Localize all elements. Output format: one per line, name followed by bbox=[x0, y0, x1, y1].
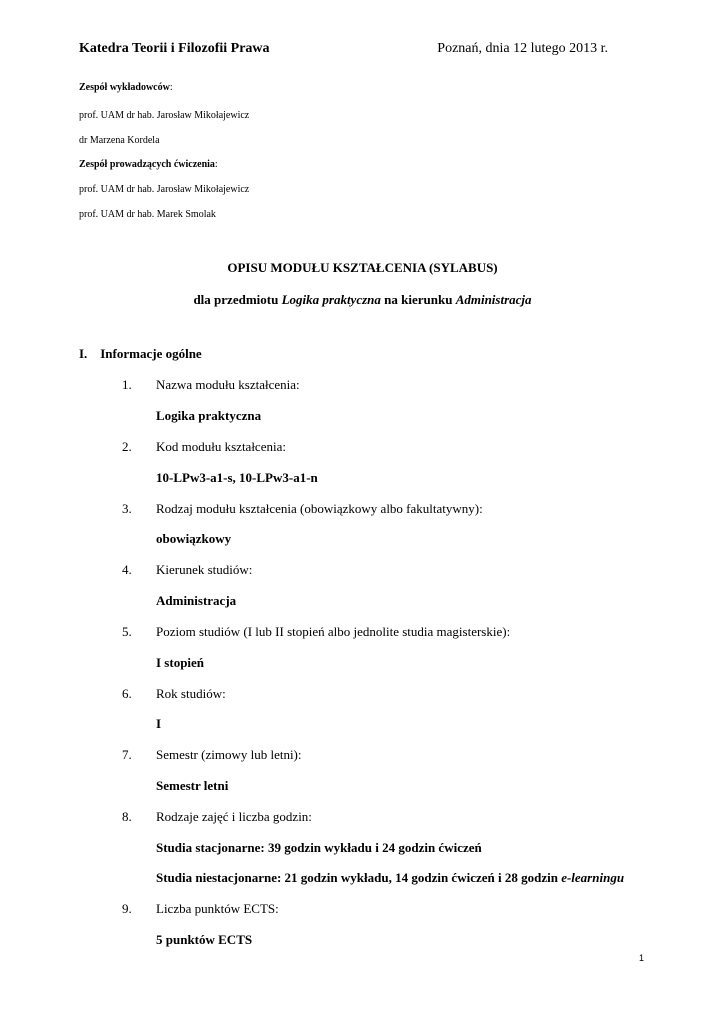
item-answer: 5 punktów ECTS bbox=[156, 932, 253, 947]
department-name: Katedra Teorii i Filozofii Prawa bbox=[79, 41, 270, 56]
item-number: 8. bbox=[122, 809, 132, 824]
item-question: Poziom studiów (I lub II stopień albo jednolite studia magisterskie): bbox=[156, 624, 511, 639]
item-answer: Administracja bbox=[156, 593, 237, 608]
item-number: 2. bbox=[122, 439, 132, 454]
lecturers-label: Zespół wykładowców bbox=[79, 82, 170, 93]
item-answer: obowiązkowy bbox=[156, 531, 232, 546]
item-answer: 10-LPw3-a1-s, 10-LPw3-a1-n bbox=[156, 470, 318, 485]
item-number: 6. bbox=[122, 686, 132, 701]
document-subtitle bbox=[0, 292, 725, 308]
section-number: I. bbox=[79, 346, 88, 361]
instructor-name: prof. UAM dr hab. Marek Smolak bbox=[79, 209, 216, 220]
lecturer-name: prof. UAM dr hab. Jarosław Mikołajewicz bbox=[79, 110, 250, 121]
subtitle-prefix: dla przedmiotu bbox=[193, 292, 282, 307]
document-title: OPISU MODUŁU KSZTAŁCENIA (SYLABUS) bbox=[227, 260, 498, 275]
item-question: Rodzaj modułu kształcenia (obowiązkowy albo fakultatywny): bbox=[156, 501, 483, 516]
lecturer-name: dr Marzena Kordela bbox=[79, 135, 160, 146]
answer-italic: e-learningu bbox=[561, 870, 625, 885]
page-number: 1 bbox=[638, 953, 644, 963]
item-number: 9. bbox=[122, 901, 132, 916]
item-number: 7. bbox=[122, 747, 132, 762]
item-question: Liczba punktów ECTS: bbox=[156, 901, 279, 916]
instructor-name: prof. UAM dr hab. Jarosław Mikołajewicz bbox=[79, 184, 250, 195]
subtitle-middle: na kierunku bbox=[380, 292, 456, 307]
item-answer: I stopień bbox=[156, 655, 205, 670]
item-question: Rodzaje zajęć i liczba godzin: bbox=[156, 809, 312, 824]
item-answer: Semestr letni bbox=[156, 778, 229, 793]
place-date: Poznań, dnia 12 lutego 2013 r. bbox=[437, 41, 608, 56]
subject-name: Logika praktyczna bbox=[281, 292, 381, 307]
item-question: Kod modułu kształcenia: bbox=[156, 439, 286, 454]
item-number: 5. bbox=[122, 624, 132, 639]
item-answer: Logika praktyczna bbox=[156, 408, 262, 423]
item-number: 3. bbox=[122, 501, 132, 516]
item-question: Kierunek studiów: bbox=[156, 562, 253, 577]
section-heading bbox=[79, 346, 202, 362]
lecturers-label-line: Zespół wykładowców: bbox=[79, 82, 173, 93]
instructors-label-line: Zespół prowadzących ćwiczenia: bbox=[79, 159, 218, 170]
answer-text: Studia niestacjonarne: 21 godzin wykładu, 14 godzin ćwiczeń i 28 godzin bbox=[156, 870, 562, 885]
item-answer: Studia stacjonarne: 39 godzin wykładu i 24 godzin ćwiczeń bbox=[156, 840, 482, 855]
item-question: Rok studiów: bbox=[156, 686, 226, 701]
item-answer-secondary bbox=[156, 870, 624, 886]
item-number: 1. bbox=[122, 377, 132, 392]
item-answer: I bbox=[156, 716, 162, 731]
item-question: Nazwa modułu kształcenia: bbox=[156, 377, 300, 392]
instructors-label: Zespół prowadzących ćwiczenia bbox=[79, 159, 215, 170]
field-name: Administracja bbox=[455, 292, 532, 307]
item-question: Semestr (zimowy lub letni): bbox=[156, 747, 302, 762]
item-number: 4. bbox=[122, 562, 132, 577]
section-title: Informacje ogólne bbox=[100, 346, 202, 361]
